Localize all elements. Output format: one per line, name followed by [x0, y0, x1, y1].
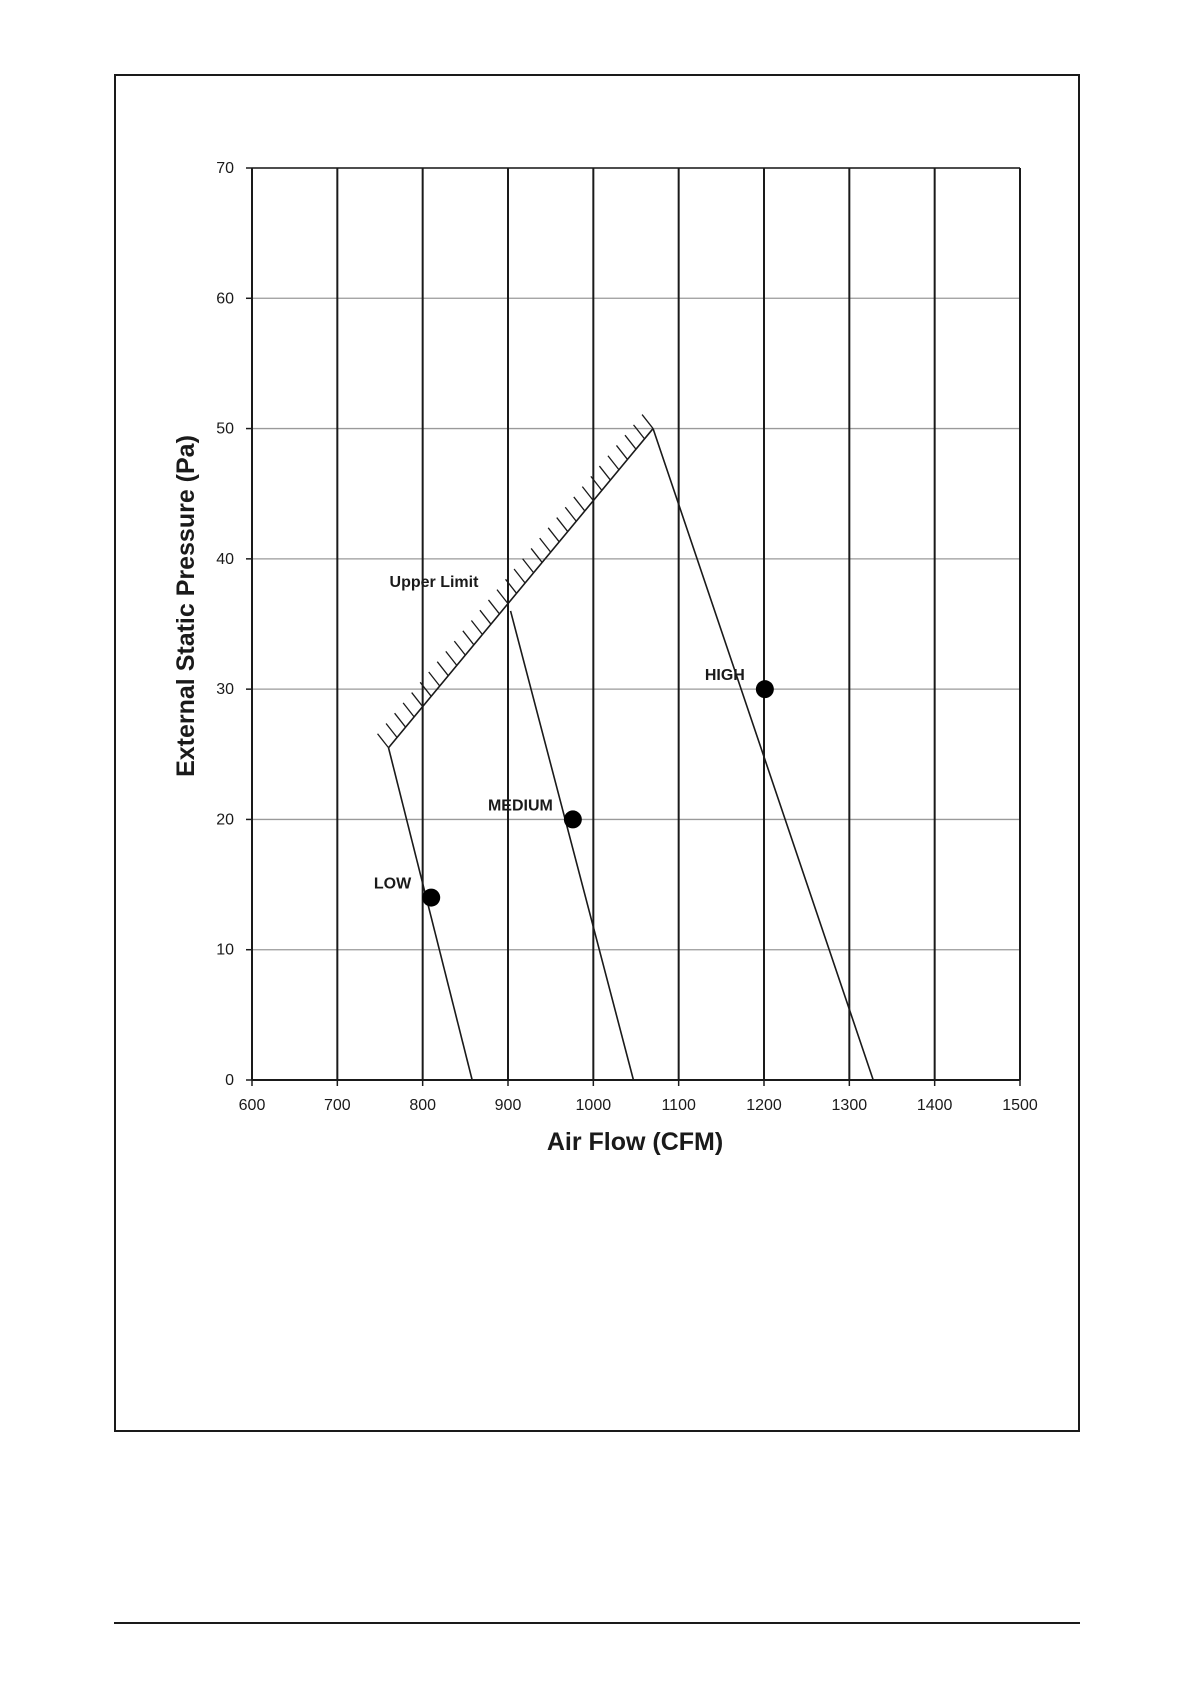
upper-limit-label: Upper Limit	[389, 573, 479, 591]
upper-limit-hatch	[497, 590, 508, 604]
upper-limit-hatch	[480, 610, 491, 624]
y-tick-label: 20	[216, 811, 234, 829]
upper-limit-hatch	[625, 435, 636, 449]
y-tick-label: 0	[225, 1072, 234, 1089]
y-tick-label: 50	[216, 420, 234, 438]
x-tick-label: 1500	[1002, 1097, 1038, 1114]
operating-point-high	[756, 680, 774, 698]
y-tick-label: 60	[216, 290, 234, 308]
upper-limit-hatch	[557, 518, 568, 532]
grid-layer	[246, 168, 1020, 1086]
x-tick-label: 1100	[661, 1097, 696, 1114]
upper-limit-hatch	[616, 445, 627, 459]
upper-limit-hatch	[582, 487, 593, 501]
operating-point-label-medium: MEDIUM	[487, 797, 553, 815]
x-axis-title: Air Flow (CFM)	[546, 1128, 724, 1156]
upper-limit-hatch	[599, 466, 610, 480]
upper-limit-hatch	[523, 559, 534, 573]
y-axis-title: External Static Pressure (Pa)	[172, 435, 200, 777]
y-tick-label: 10	[216, 941, 234, 959]
operating-point-medium	[564, 810, 582, 828]
x-tick-label: 1000	[575, 1097, 612, 1114]
upper-limit-hatch	[437, 662, 448, 676]
operating-point-label-high: HIGH	[704, 667, 745, 685]
upper-limit-hatch	[412, 693, 423, 707]
x-tick-label: 600	[238, 1097, 266, 1114]
upper-limit-hatch	[463, 631, 474, 645]
x-tick-label: 1200	[746, 1097, 782, 1114]
x-tick-label: 900	[494, 1097, 522, 1114]
x-tick-label: 700	[323, 1097, 351, 1114]
series-line-medium	[511, 611, 634, 1080]
y-tick-label: 40	[216, 550, 234, 568]
upper-limit-hatch	[429, 672, 440, 686]
upper-limit-hatch	[446, 651, 457, 665]
upper-limit-hatch	[634, 425, 645, 439]
upper-limit-hatch	[386, 723, 397, 737]
x-tick-label: 1400	[916, 1097, 953, 1114]
curve-layer	[378, 415, 874, 1080]
upper-limit-hatch	[378, 734, 389, 748]
upper-limit-hatch	[514, 569, 525, 583]
upper-limit-hatch	[531, 548, 542, 562]
upper-limit-hatch	[608, 456, 619, 470]
upper-limit-hatch	[488, 600, 499, 614]
upper-limit-hatch	[540, 538, 551, 552]
upper-limit-hatch	[642, 415, 653, 429]
y-tick-label: 70	[216, 160, 234, 177]
operating-point-low	[422, 889, 440, 907]
tick-layer	[216, 160, 1038, 1114]
upper-limit-hatch	[574, 497, 585, 511]
series-line-low	[389, 748, 473, 1080]
upper-limit-hatch	[471, 621, 482, 635]
x-tick-label: 1300	[831, 1097, 868, 1114]
upper-limit-hatch	[565, 507, 576, 521]
x-tick-label: 800	[409, 1097, 437, 1114]
operating-point-label-low: LOW	[373, 875, 412, 893]
y-tick-label: 30	[216, 681, 234, 699]
upper-limit-hatch	[454, 641, 465, 655]
upper-limit-hatch	[548, 528, 559, 542]
upper-limit-hatch	[395, 713, 406, 727]
point-layer	[422, 680, 774, 906]
upper-limit-hatch	[403, 703, 414, 717]
